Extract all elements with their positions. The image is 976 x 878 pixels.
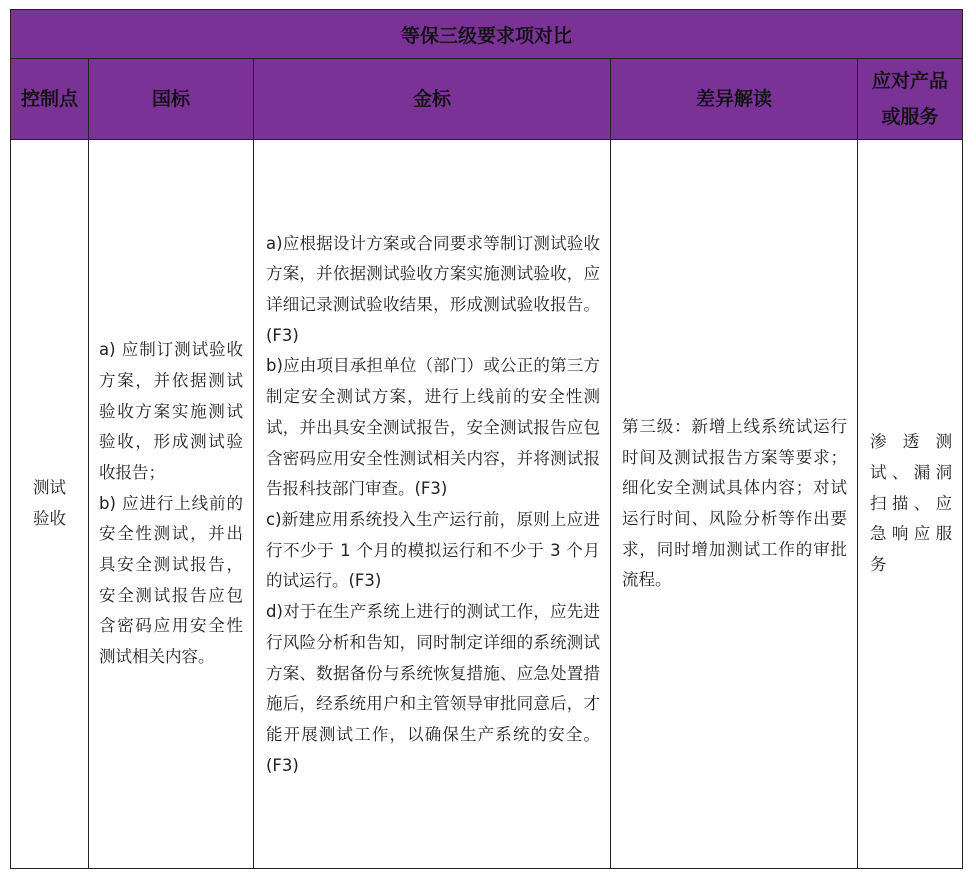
header-products-line2: 或服务 bbox=[881, 106, 939, 128]
header-national-standard: 国标 bbox=[89, 59, 254, 140]
control-point-line2: 验收 bbox=[33, 509, 66, 528]
national-item-b: b) 应进行上线前的安全性测试，并出具安全测试报告，安全测试报告应包含密码应用安全性测试相关内容。 bbox=[99, 493, 243, 667]
cell-difference: 第三级：新增上线系统试运行时间及测试报告方案等要求；细化安全测试具体内容；对试运行时间、风险分析等作出要求，同时增加测试工作的审批流程。 bbox=[611, 140, 858, 869]
finance-item-d: d)对于在生产系统上进行的测试工作，应先进行风险分析和告知，同时制定详细的系统测试方案、数据备份与系统恢复措施、应急处置措施后，经系统用户和主管领导审批同意后，才能开展测试工作，以确保生产系统的安全。(F3) bbox=[266, 602, 600, 775]
finance-item-b: b)应由项目承担单位（部门）或公正的第三方制定安全测试方案，进行上线前的安全性测试，并出具安全测试报告，安全测试报告应包含密码应用安全性测试相关内容，并将测试报告报科技部门审查。(F3) bbox=[266, 356, 600, 499]
header-products bbox=[858, 59, 963, 140]
header-difference: 差异解读 bbox=[611, 59, 858, 140]
table-title: 等保三级要求项对比 bbox=[11, 10, 963, 59]
cell-products: 渗透测试、漏洞扫描、应急响应服务 bbox=[858, 140, 963, 869]
cell-control-point bbox=[11, 140, 89, 869]
cell-national-standard bbox=[89, 140, 254, 869]
national-item-a: a) 应制订测试验收方案，并依据测试验收方案实施测试验收，形成测试验收报告； bbox=[99, 340, 243, 482]
finance-item-c: c)新建应用系统投入生产运行前，原则上应进行不少于 1 个月的模拟运行和不少于 3 个月的试运行。(F3) bbox=[266, 510, 600, 591]
control-point-line1: 测试 bbox=[33, 478, 66, 498]
comparison-table bbox=[10, 9, 963, 869]
header-products-line1: 应对产品 bbox=[872, 70, 949, 92]
header-control-point: 控制点 bbox=[11, 59, 89, 140]
finance-item-a: a)应根据设计方案或合同要求等制订测试验收方案，并依据测试验收方案实施测试验收，应详细记录测试验收结果，形成测试验收报告。(F3) bbox=[266, 233, 600, 345]
cell-finance-standard bbox=[254, 140, 611, 869]
header-finance-standard: 金标 bbox=[254, 59, 611, 140]
